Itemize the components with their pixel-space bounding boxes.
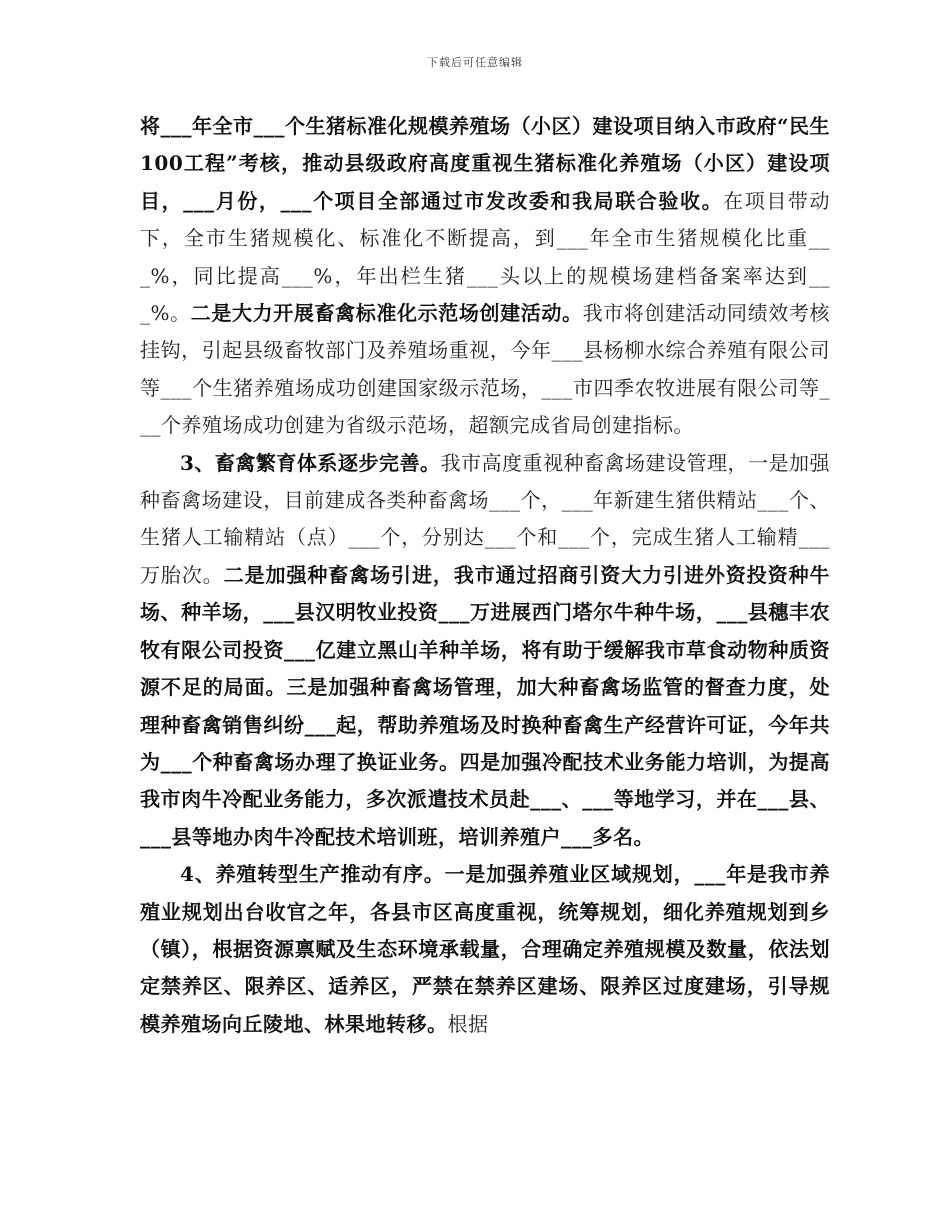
paragraph-3 [140, 856, 830, 1043]
paragraph-1-segment-4: 我市将创建活动同绩效考核挂钩，引起县级畜牧部门及养殖场重视，今年___县杨柳水综合养殖有限公司等___个生猪养殖场成功创建国家级示范场，___市四季农牧进展有限公司等___个养殖场成功创建为省级示范场，超额完成省局创建指标。 [140, 301, 831, 438]
paragraph-2-segment-2: 我市高度重视种畜禽场建设管理，一是加强种畜禽场建设，目前建成各类种畜禽场___个，___年新建生猪供精站___个、生猪人工输精站（点）___个，分别达___个和___个，完成生猪人工输精___万胎次。 [140, 450, 830, 587]
paragraph-2 [140, 445, 830, 856]
paragraph-1 [140, 108, 830, 445]
header-note: 下载后可任意编辑 [427, 56, 523, 69]
paragraph-1-segment-2: 在项目带动下，全市生猪规模化、标准化不断提高，到___年全市生猪规模化比重___%，同比提高___%，年出栏生猪___头以上的规模场建档备案率达到___%。 [140, 188, 831, 326]
paragraph-2-segment-1: 3、畜禽繁育体系逐步完善。 [180, 450, 441, 475]
paragraph-3-segment-2: 根据 [447, 1011, 489, 1036]
paragraph-2-segment-3: 二是加强种畜禽场引进，我市通过招商引资大力引进外资投资种牛场、种羊场，___县汉明牧业投资___万进展西门塔尔牛种牛场，___县穗丰农牧有限公司投资___亿建立黑山羊种羊场，将有助于缓解我市草食动物种质资源不足的局面。三是加强种畜禽场管理，加大种畜禽场监管的督查力度，处理种畜禽销售纠纷___起，帮助养殖场及时换种畜禽生产经营许可证，今年共为___个种畜禽场办理了换证业务。四是加强冷配技术业务能力培训，为提高我市肉牛冷配业务能力，多次派遣技术员赴___、___等地学习，并在___县、___县等地办肉牛冷配技术培训班，培训养殖户___多名。 [140, 562, 830, 849]
paragraph-1-segment-1: 将___年全市___个生猪标准化规模养殖场（小区）建设项目纳入市政府“民生100工程”考核，推动县级政府高度重视生猪标准化养殖场（小区）建设项目，___月份，___个项目全部通过市发改委和我局联合验收。 [140, 114, 831, 213]
paragraph-1-segment-3: 二是大力开展畜禽标准化示范场创建活动。 [190, 301, 583, 326]
paragraph-3-segment-1: 4、养殖转型生产推动有序。一是加强养殖业区域规划，___年是我市养殖业规划出台收官之年，各县市区高度重视，统筹规划，细化养殖规划到乡（镇），根据资源禀赋及生态环境承载量，合理确定养殖规模及数量，依法划定禁养区、限养区、适养区，严禁在禁养区建场、限养区过度建场，引导规模养殖场向丘陵地、林果地转移。 [140, 862, 830, 1036]
document-body [140, 108, 830, 1043]
